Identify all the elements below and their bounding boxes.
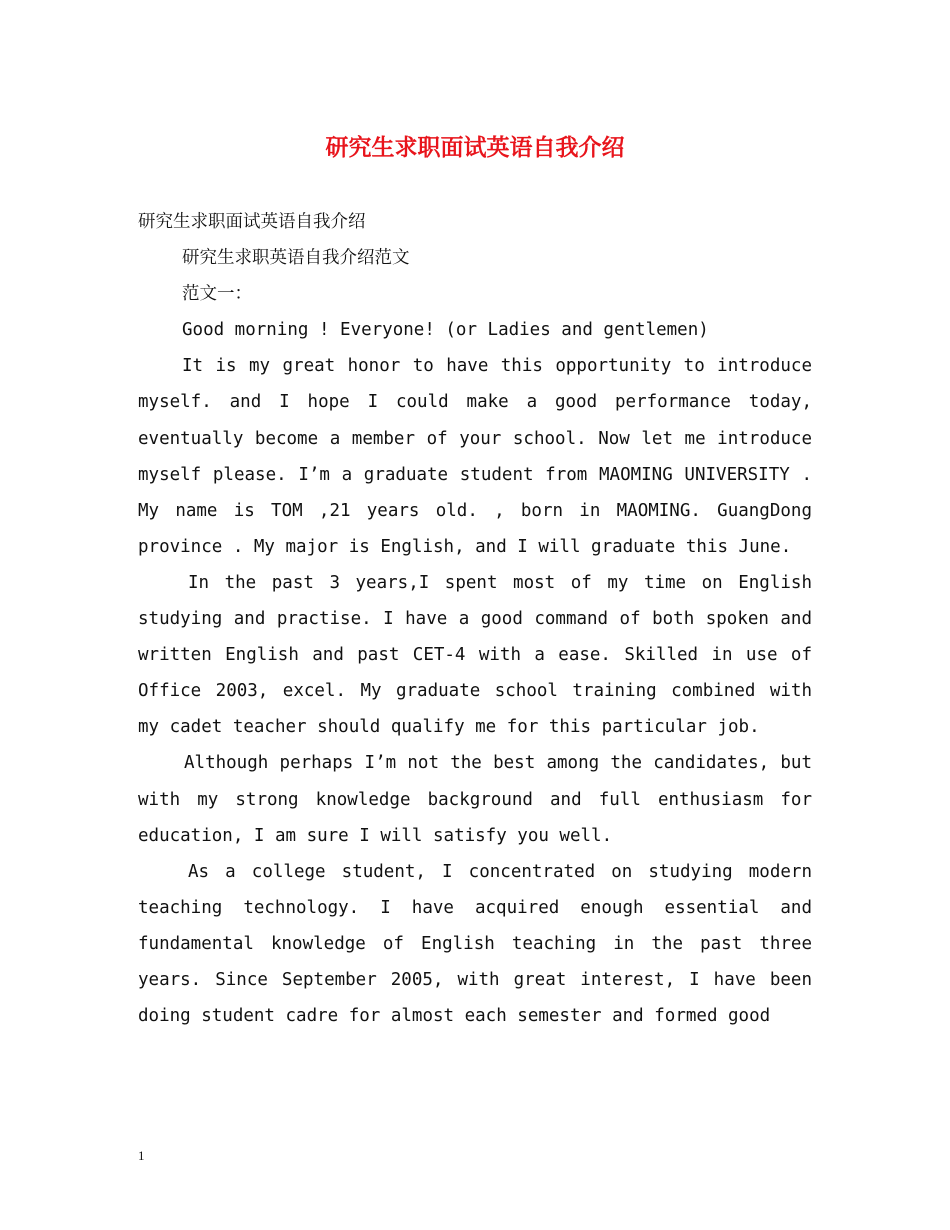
page-number: 1	[138, 1148, 145, 1163]
document-heading: 研究生求职面试英语自我介绍	[138, 212, 366, 232]
document-body	[138, 204, 812, 1034]
paragraph-candidates: Although perhaps I’m not the best among the candidates, but with my strong knowledge background and full enthusiasm for education, I am sure I will satisfy you well.	[138, 753, 812, 846]
greeting-line: Good morning ! Everyone! (or Ladies and gentlemen)	[182, 320, 709, 341]
sample-label: 范文一：	[182, 284, 252, 305]
document-subheading: 研究生求职英语自我介绍范文	[182, 248, 410, 269]
paragraph-college: As a college student, I concentrated on studying modern teaching technology. I have acquired enough essential and fundamental knowledge of English teaching in the past three years. Since September 2005, with great interest, I have been doing student cadre for almost each semester and formed good	[138, 861, 812, 1027]
paragraph-study: In the past 3 years,I spent most of my time on English studying and practise. I have a good command of both spoken and written English and past CET-4 with a ease. Skilled in use of Office 2003, excel. My graduate school training combined with my cadet teacher should qualify me for this particular job.	[138, 572, 812, 738]
document-title: 研究生求职面试英语自我介绍	[325, 134, 625, 161]
paragraph-introduction: It is my great honor to have this opportunity to introduce myself. and I hope I could make a good performance today, eventually become a member of your school. Now let me introduce myself please. I’m a graduate student from MAOMING UNIVERSITY . My name is TOM ,21 years old. , born in MAOMING. GuangDong province . My major is English, and I will graduate this June.	[138, 356, 812, 557]
